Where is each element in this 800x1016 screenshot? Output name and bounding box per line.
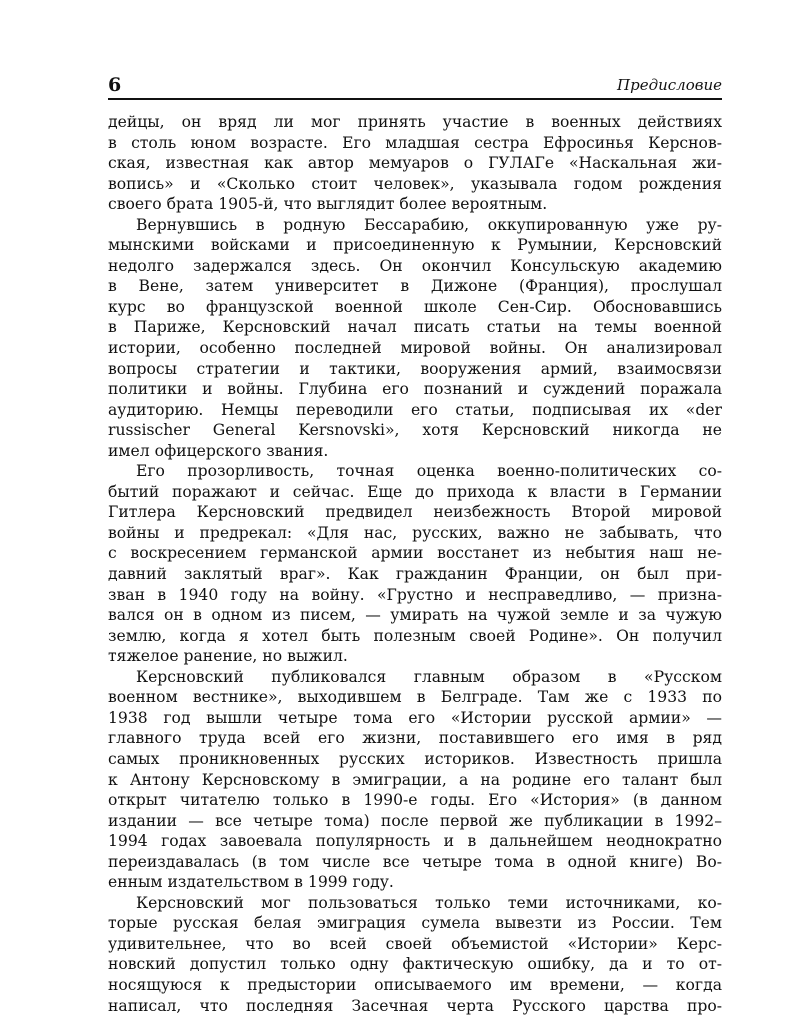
text-line: аудиторию. Немцы переводили его статьи, подписывая их «der <box>108 400 722 419</box>
text-line: землю, когда я хотел быть полезным своей Родине». Он получил <box>108 626 722 645</box>
text-line: в столь юном возрасте. Его младшая сестра Ефросинья Керснов- <box>108 133 722 152</box>
text-line: переиздавалась (в том числе все четыре тома в одной книге) Во- <box>108 852 722 871</box>
text-line: с воскресением германской армии восстанет из небытия наш не- <box>108 544 722 563</box>
text-line: Вернувшись в родную Бессарабию, оккупированную уже ру- <box>136 215 722 234</box>
text-line: в Париже, Керсновский начал писать статьи на темы военной <box>108 318 722 337</box>
page-number: 6 <box>108 74 122 96</box>
body-text <box>108 112 722 1016</box>
text-line: военном вестнике», выходившем в Белграде. Там же с 1933 по <box>108 688 722 707</box>
text-line: новский допустил только одну фактическую ошибку, да и то от- <box>108 955 722 974</box>
running-head: Предисловие <box>617 76 722 94</box>
text-line: имел офицерского звания. <box>108 441 329 460</box>
text-line: вопись» и «Сколько стоит человек», указывала годом рождения <box>108 174 722 193</box>
text-line: в Вене, затем университет в Дижоне (Франция), прослушал <box>108 277 722 296</box>
text-line: издании — все четыре тома) после первой же публикации в 1992– <box>108 811 722 830</box>
text-line: вопросы стратегии и тактики, вооружения армий, взаимосвязи <box>108 359 722 378</box>
text-line: Керсновский публиковался главным образом в «Русском <box>136 667 722 686</box>
text-line: открыт читателю только в 1990-е годы. Его «История» (в данном <box>108 791 722 810</box>
text-line: ская, известная как автор мемуаров о ГУЛАГе «Наскальная жи- <box>108 154 722 173</box>
text-line: самых проникновенных русских историков. Известность пришла <box>108 749 722 768</box>
text-line: давний заклятый враг». Как гражданин Франции, он был при- <box>108 565 722 584</box>
text-line: мынскими войсками и присоединенную к Румынии, Керсновский <box>108 236 722 255</box>
text-line: написал, что последняя Засечная черта Русского царства про- <box>108 996 722 1015</box>
text-line: недолго задержался здесь. Он окончил Консульскую академию <box>108 256 722 275</box>
text-line: тяжелое ранение, но выжил. <box>108 647 348 666</box>
page-header <box>108 72 722 100</box>
text-line: носящуюся к предыстории описываемого им времени, — когда <box>108 975 722 994</box>
text-line: вался он в одном из писем, — умирать на чужой земле и за чужую <box>108 606 722 625</box>
text-line: войны и предрекал: «Для нас, русских, важно не забывать, что <box>108 523 722 542</box>
text-line: политики и войны. Глубина его познаний и суждений поражала <box>108 380 722 399</box>
text-line: дейцы, он вряд ли мог принять участие в военных действиях <box>108 113 722 131</box>
text-line: Гитлера Керсновский предвидел неизбежность Второй мировой <box>108 503 722 522</box>
text-line: Керсновский мог пользоваться только теми источниками, ко- <box>136 893 722 912</box>
text-line: зван в 1940 году на войну. «Грустно и несправедливо, — призна- <box>108 585 722 604</box>
text-line: Его прозорливость, точная оценка военно-политических со- <box>136 462 722 481</box>
text-line: 1994 годах завоевала популярность и в дальнейшем неоднократно <box>108 832 722 851</box>
text-line: енным издательством в 1999 году. <box>108 873 394 892</box>
text-line: удивительнее, что во всей своей объемистой «Истории» Керс- <box>108 934 722 953</box>
text-line: 1938 год вышли четыре тома его «Истории русской армии» — <box>108 708 722 727</box>
text-line: бытий поражают и сейчас. Еще до прихода к власти в Германии <box>108 482 722 501</box>
text-line: торые русская белая эмиграция сумела вывезти из России. Тем <box>108 914 722 933</box>
text-line: главного труда всей его жизни, поставившего его имя в ряд <box>108 729 722 748</box>
book-page <box>108 72 722 1016</box>
text-line: своего брата 1905-й, что выглядит более вероятным. <box>108 195 548 214</box>
text-line: к Антону Керсновскому в эмиграции, а на родине его талант был <box>108 770 722 789</box>
text-line: истории, особенно последней мировой войны. Он анализировал <box>108 339 722 358</box>
text-line: курс во французской военной школе Сен-Сир. Обосновавшись <box>108 297 722 316</box>
text-line: russischer General Kersnovski», хотя Керсновский никогда не <box>108 421 722 440</box>
